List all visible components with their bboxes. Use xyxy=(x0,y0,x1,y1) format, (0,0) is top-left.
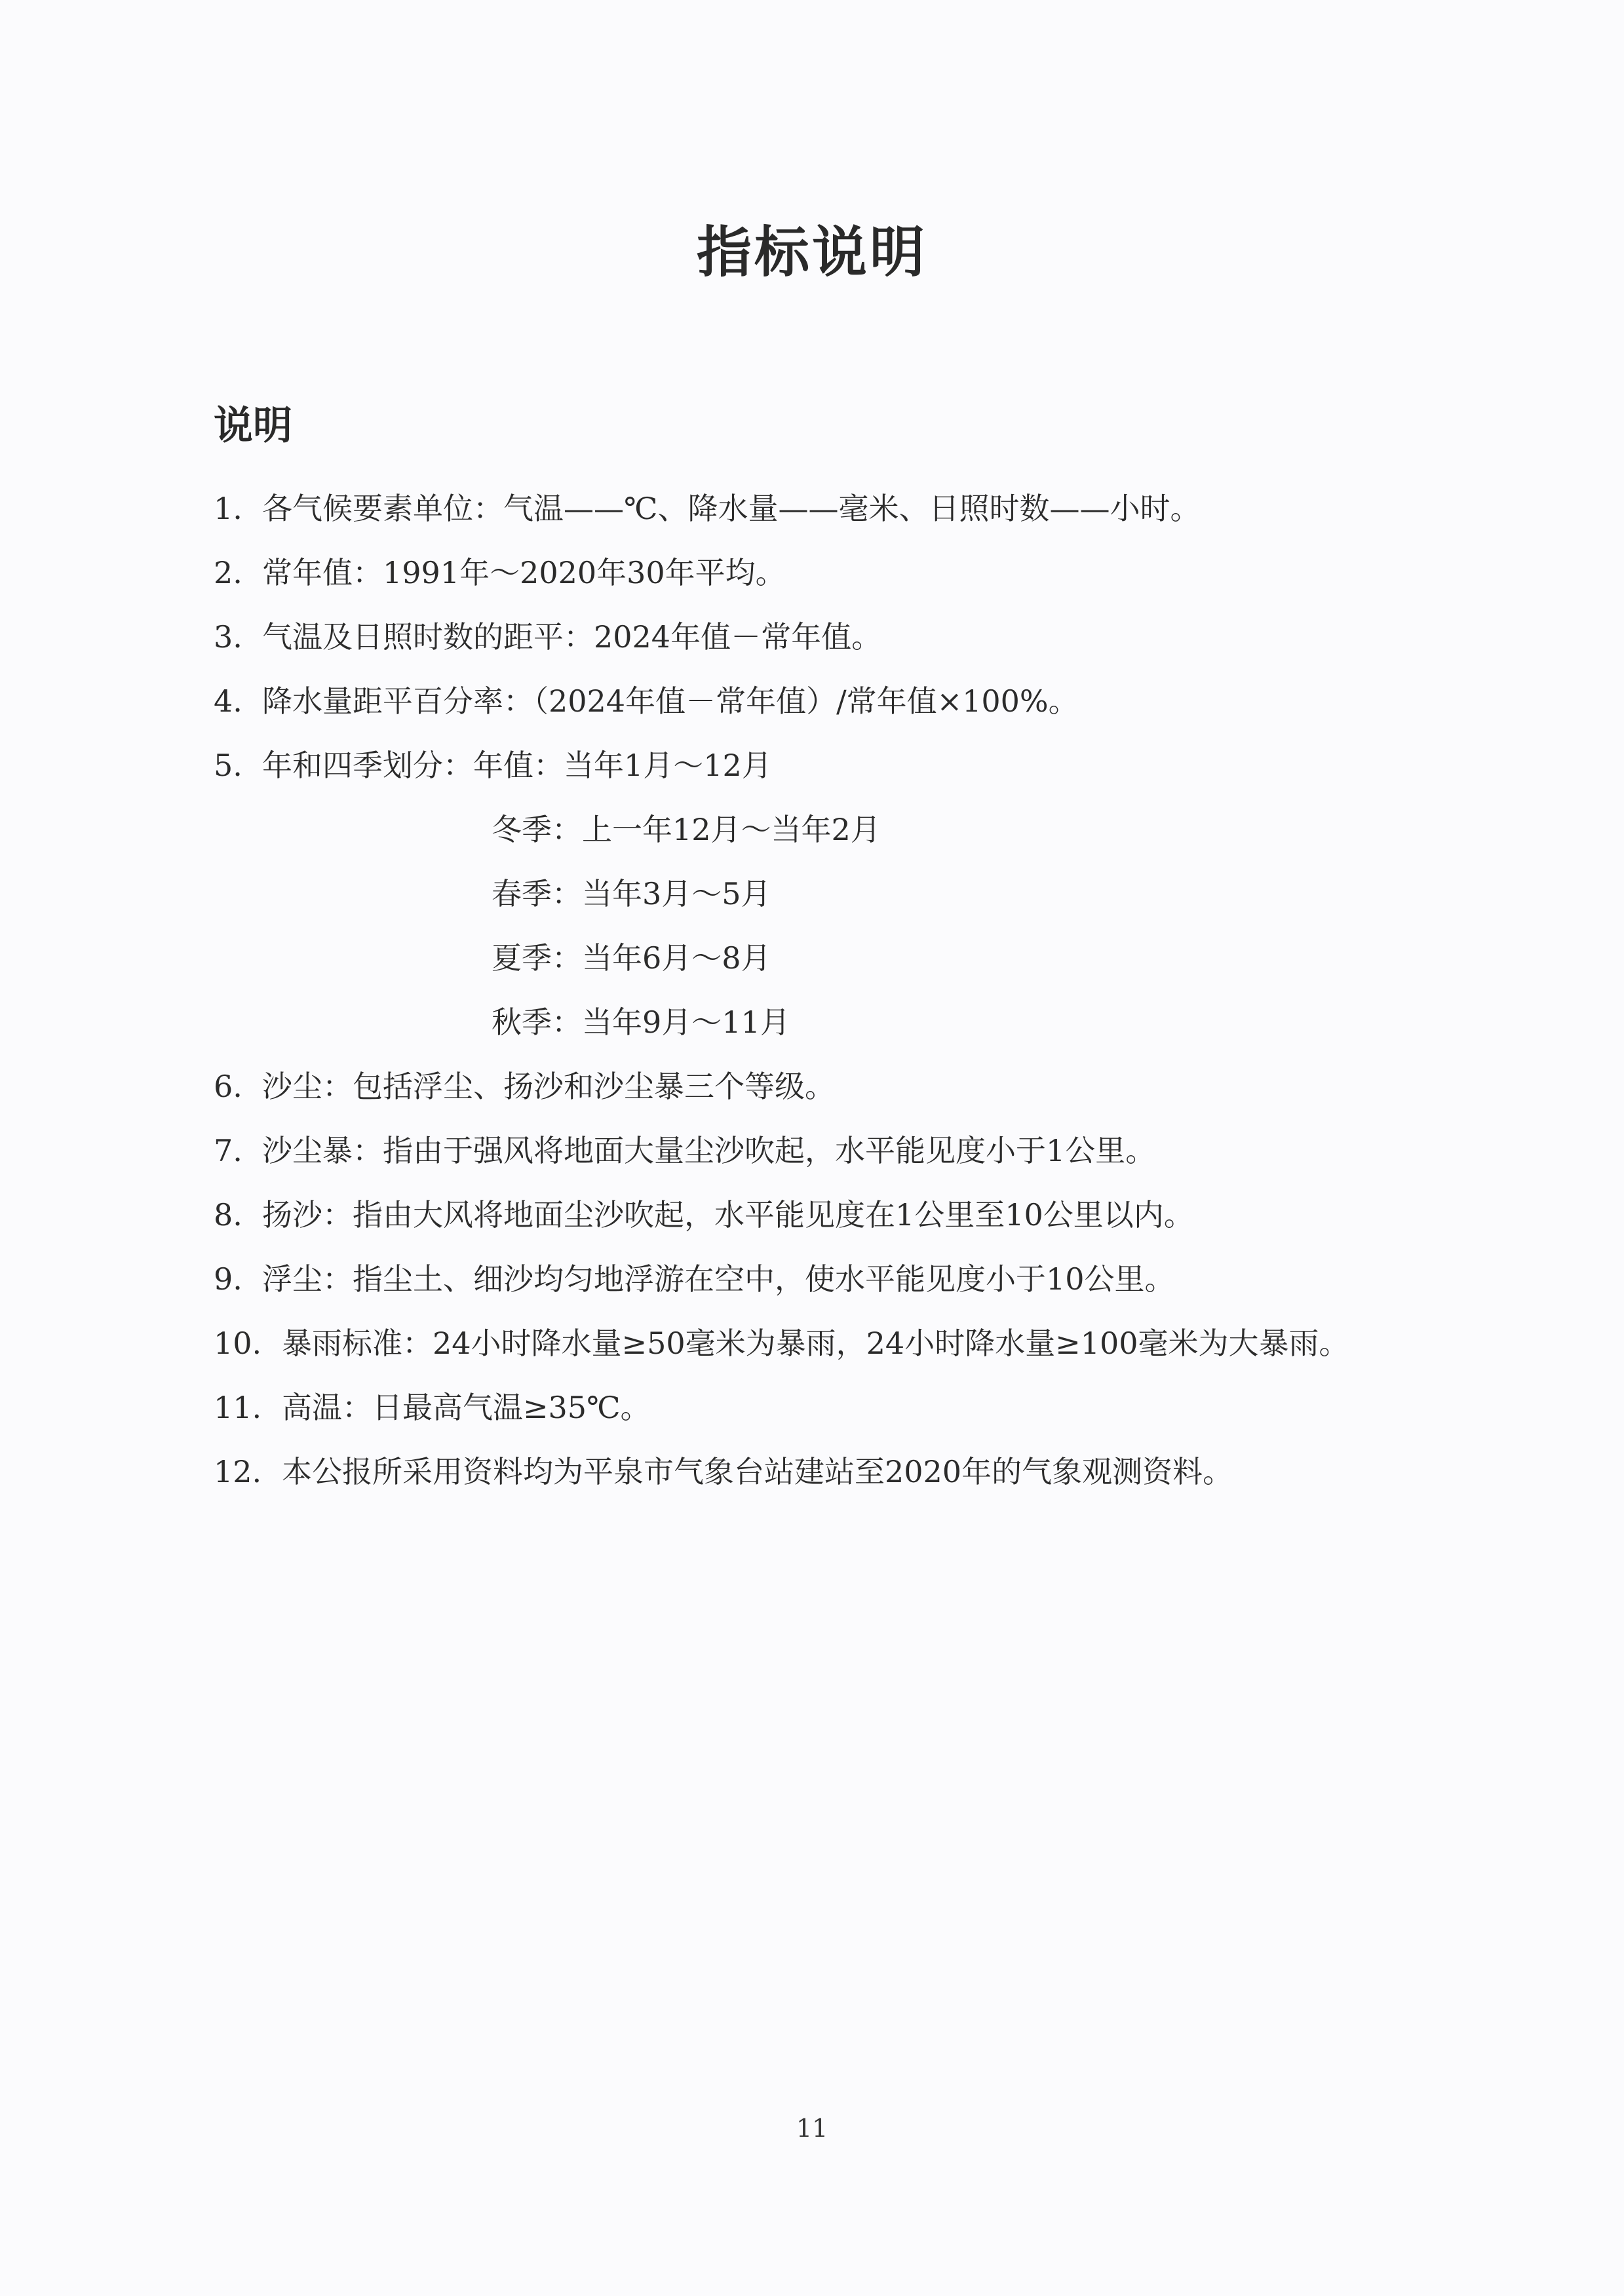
item-number: 12. xyxy=(214,1454,262,1489)
item-text: 降水量距平百分率：（2024年值－常年值）/常年值×100%。 xyxy=(262,683,1079,719)
item-number: 9. xyxy=(214,1261,242,1297)
item-number: 10. xyxy=(214,1326,262,1361)
season-row xyxy=(214,805,1446,869)
season-row xyxy=(214,869,1446,933)
item-text: 常年值：1991年～2020年30年平均。 xyxy=(262,555,786,590)
list-item xyxy=(214,484,1446,548)
item-number: 4. xyxy=(214,683,242,719)
item-text: 沙尘：包括浮尘、扬沙和沙尘暴三个等级。 xyxy=(262,1069,835,1104)
list-item xyxy=(214,1318,1446,1383)
item-text: 沙尘暴：指由于强风将地面大量尘沙吹起，水平能见度小于1公里。 xyxy=(262,1133,1156,1168)
list-item xyxy=(214,548,1446,612)
season-autumn: 秋季：当年9月～11月 xyxy=(492,1004,790,1040)
item-number: 7. xyxy=(214,1133,242,1168)
item-number: 11. xyxy=(214,1390,262,1425)
list-item xyxy=(214,676,1446,740)
page-title: 指标说明 xyxy=(696,220,927,284)
season-division-item xyxy=(214,740,1446,1062)
list-item xyxy=(214,1062,1446,1126)
list-item xyxy=(214,1447,1446,1511)
item-text: 浮尘：指尘土、细沙均匀地浮游在空中，使水平能见度小于10公里。 xyxy=(262,1261,1175,1297)
item-number: 5. xyxy=(214,748,242,783)
list-item xyxy=(214,1190,1446,1254)
item-number: 1. xyxy=(214,491,242,526)
list-item xyxy=(214,1383,1446,1447)
season-label: 年和四季划分： xyxy=(262,748,473,783)
section-heading: 说明 xyxy=(214,403,292,449)
item-text: 本公报所采用资料均为平泉市气象台站建站至2020年的气象观测资料。 xyxy=(282,1454,1233,1489)
season-spring: 春季：当年3月～5月 xyxy=(492,876,771,911)
season-annual: 年值：当年1月～12月 xyxy=(473,748,772,783)
item-text: 各气候要素单位：气温——℃、降水量——毫米、日照时数——小时。 xyxy=(262,491,1201,526)
item-text: 扬沙：指由大风将地面尘沙吹起，水平能见度在1公里至10公里以内。 xyxy=(262,1197,1194,1233)
item-number: 2. xyxy=(214,555,242,590)
item-number: 6. xyxy=(214,1069,242,1104)
item-text: 高温：日最高气温≥35℃。 xyxy=(282,1390,651,1425)
season-row xyxy=(214,997,1446,1062)
item-text: 气温及日照时数的距平：2024年值－常年值。 xyxy=(262,619,882,655)
page-number: 11 xyxy=(796,2114,828,2143)
item-number: 3. xyxy=(214,619,242,655)
season-row xyxy=(214,933,1446,997)
list-item xyxy=(214,612,1446,676)
season-winter: 冬季：上一年12月～当年2月 xyxy=(492,812,881,847)
season-row xyxy=(214,740,1446,805)
item-number: 8. xyxy=(214,1197,242,1233)
list-item xyxy=(214,1126,1446,1190)
definition-list xyxy=(214,484,1446,1511)
list-item xyxy=(214,1254,1446,1318)
season-summer: 夏季：当年6月～8月 xyxy=(492,940,771,976)
item-text: 暴雨标准：24小时降水量≥50毫米为暴雨，24小时降水量≥100毫米为大暴雨。 xyxy=(282,1326,1349,1361)
